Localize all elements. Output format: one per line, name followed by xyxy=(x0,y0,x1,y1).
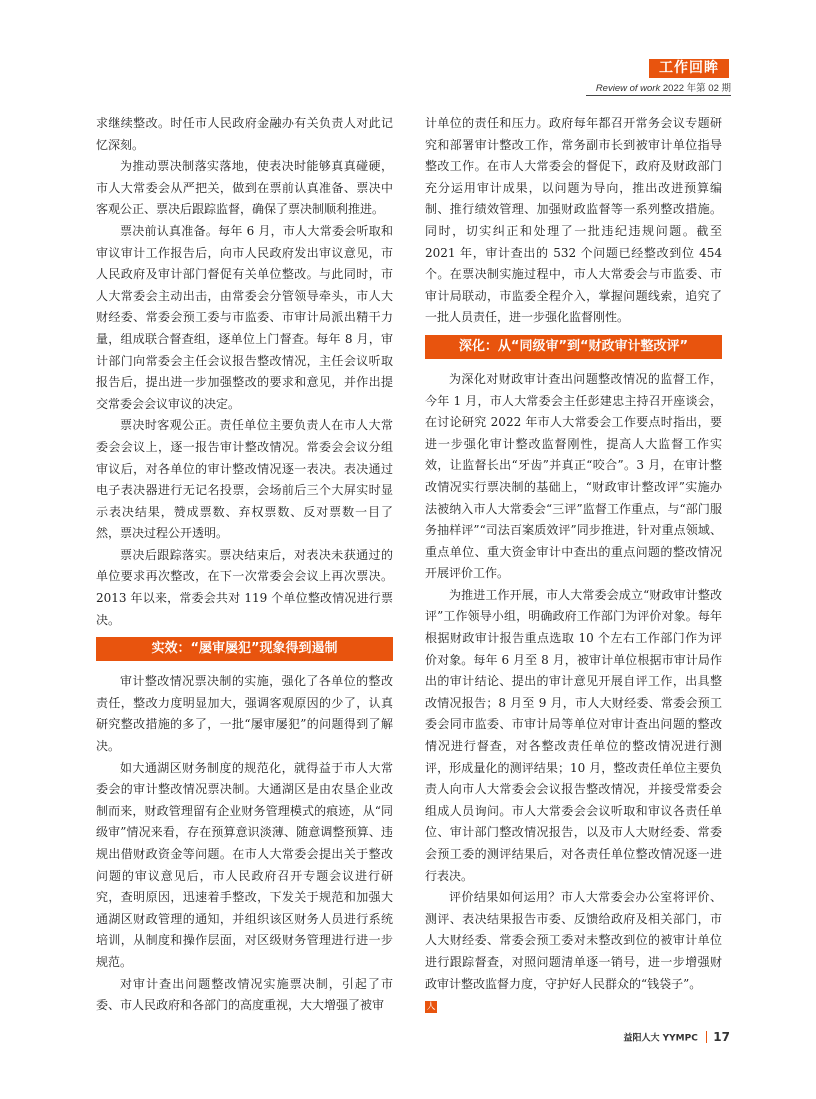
page-footer xyxy=(600,1030,730,1046)
paragraph: 评价结果如何运用？市人大常委会办公室将评价、测评、表决结果报告市委、反馈给政府及相关部门，市人大财经委、常委会预工委对未整改到位的被审计单位进行跟踪督查，对照问题清单逐一销号，进一步增强财政审计整改监督力度，守护好人民群众的“钱袋子”。 xyxy=(425,890,722,991)
paragraph: 对审计查出问题整改情况实施票决制，引起了市委、市人民政府和各部门的高度重视，大大增强了被审 xyxy=(96,976,393,1013)
section-badge: 工作回眸 xyxy=(649,59,729,78)
header-rule xyxy=(586,95,731,96)
end-mark-icon: 人 xyxy=(426,1001,436,1012)
section-heading-deepen: 深化：从“同级审”到“财政审计整改评” xyxy=(425,335,722,359)
paragraph: 求继续整改。时任市人民政府金融办有关负责人对此记忆深刻。 xyxy=(96,116,393,152)
paragraph: 为推进工作开展，市人大常委会成立“财政审计整改评”工作领导小组，明确政府工作部门为评价对象。每年根据财政审计报告重点选取 10 个左右工作部门作为评价对象。每年 6 月至 8 月，被审计单位根据市审计局作出的审计结论、提出的审计意见开展自评工作，出具整改情况报告；8 月至 9 月，市人大财经委、常委会预工委会同市监委、市审计局等单位对审计查出问题的整改情况进行督查，对各整改责任单位的整改情况进行测评，形成量化的测评结果；10 月，整改责任单位主要负责人向市人大常委会会议报告整改情况，并接受常委会组成人员询问。市人大常委会会议听取和审议各责任单位、审计部门整改情况报告，以及市人大财经委、常委会预工委的测评结果后，对各责任单位整改情况逐一进行表决。 xyxy=(425,587,722,883)
paragraph: 计单位的责任和压力。政府每年都召开常务会议专题研究和部署审计整改工作，常务副市长到被审计单位指导整改工作。在市人大常委会的督促下，政府及财政部门充分运用审计成果，以问题为导向，推出改进预算编制、推行绩效管理、加强财政监督等一系列整改措施。同时，切实纠正和处理了一批违纪违规问题。截至 2021 年，审计查出的 532 个问题已经整改到位 454 个。在票决制实施过程中，市人大常委会与市监委、市审计局联动，市监委全程介入，掌握问题线索，追究了一批人员责任，进一步强化监督刚性。 xyxy=(425,116,722,325)
footer-separator xyxy=(706,1031,708,1043)
paragraph: 票决后跟踪落实。票决结束后，对表决未获通过的单位要求再次整改，在下一次常委会会议上再次票决。2013 年以来，常委会共对 119 个单位整改情况进行票决。 xyxy=(96,547,393,627)
left-column xyxy=(96,113,393,1017)
paragraph: 如大通湖区财务制度的规范化，就得益于市人大常委会的审计整改情况票决制。大通湖区是由农垦企业改制而来，财政管理留有企业财务管理模式的痕迹，从“同级审”情况来看，存在预算意识淡薄、随意调整预算、违规出借财政资金等问题。在市人大常委会提出关于整改问题的审议意见后，市人民政府召开专题会议进行研究，查明原因，迅速着手整改，下发关于规范和加强大通湖区财政管理的通知，并组织该区财务人员进行系统培训，从制度和操作层面，对区级财务管理进行进一步规范。 xyxy=(96,760,393,969)
paragraph: 审计整改情况票决制的实施，强化了各单位的整改责任，整改力度明显加大，强调客观原因的少了，认真研究整改措施的多了，一批“屡审屡犯”的问题得到了解决。 xyxy=(96,674,393,754)
paragraph: 为深化对财政审计查出问题整改情况的监督工作，今年 1 月，市人大常委会主任彭建忠主持召开座谈会，在讨论研究 2022 年市人大常委会工作要点时指出，要进一步强化审计整改监督刚性，提高人大监督工作实效，让监督长出“牙齿”并真正“咬合”。3 月，在审计整改情况实行票决制的基础上，“财政审计整改评”实施办法被纳入市人大常委会“三评”监督工作重点，与“部门服务抽样评”“司法百案质效评”同步推进，针对重点领域、重点单位、重大资金审计中查出的重点问题的整改情况开展评价工作。 xyxy=(425,371,722,581)
subtitle-issue: 2022 年第 02 期 xyxy=(662,83,731,94)
subtitle-english: Review of work xyxy=(595,83,661,94)
issue-subtitle xyxy=(586,80,731,94)
magazine-name: 益阳人大 YYMPC xyxy=(623,1033,698,1044)
right-column xyxy=(425,113,722,1017)
paragraph: 票决前认真准备。每年 6 月，市人大常委会听取和审议审计工作报告后，向市人民政府发出审议意见，市人民政府及审计部门督促有关单位整改。与此同时，市人大常委会主动出击，由常委会分管领导牵头，市人大财经委、常委会预工委与市监委、市审计局派出精干力量，组成联合督查组，逐单位上门督查。每年 8 月，审计部门向常委会主任会议报告整改情况，主任会议听取报告后，提出进一步加强整改的要求和意见，并作出提交常委会会议审议的决定。 xyxy=(96,223,393,411)
page-number: 17 xyxy=(713,1030,730,1044)
paragraph: 为推动票决制落实落地，使表决时能够真真碰硬，市人大常委会从严把关，做到在票前认真准备、票决中客观公正、票决后跟踪监督，确保了票决制顺利推进。 xyxy=(96,159,393,217)
section-heading-effect: 实效：“屡审屡犯”现象得到遏制 xyxy=(96,637,393,661)
paragraph: 票决时客观公正。责任单位主要负责人在市人大常委会会议上，逐一报告审计整改情况。常委会会议分组审议后，对各单位的审计整改情况逐一表决。表决通过电子表决器进行无记名投票，会场前后三个大屏实时显示表决结果，赞成票数、弃权票数、反对票数一目了然，票决过程公开透明。 xyxy=(96,418,393,541)
